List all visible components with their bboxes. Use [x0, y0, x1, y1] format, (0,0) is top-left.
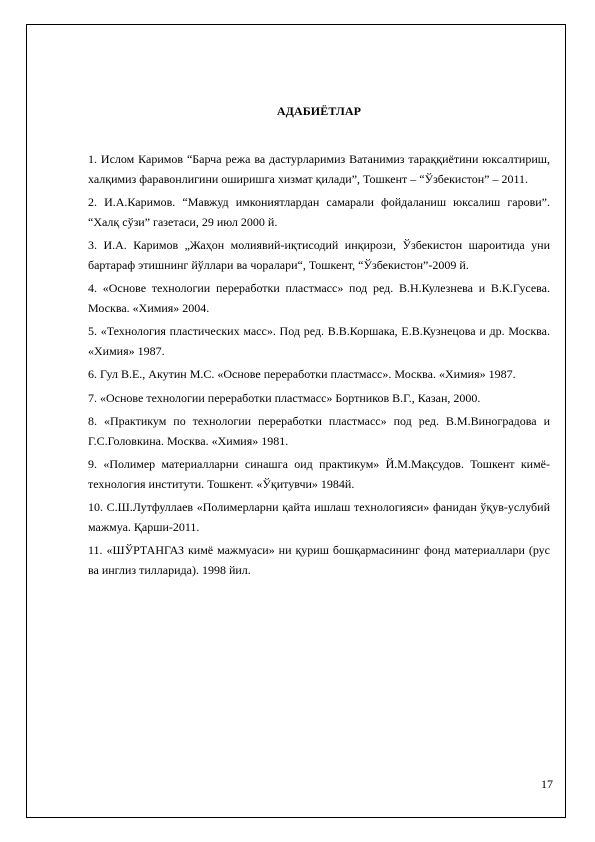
reference-item: 1. Ислом Каримов “Барча режа ва дастурларимиз Ватанимиз тараққиётини юксалтириш, халқимиз фаравонлигини оширишга хизмат қилади”, Тошкент – “Ўзбекистон” – 2011. — [88, 152, 550, 186]
reference-item: 4. «Основе технологии переработки пластмасс» под ред. В.Н.Кулезнева и В.К.Гусева. Москва. «Химия» 2004. — [88, 281, 550, 315]
reference-list — [88, 150, 550, 584]
reference-item: 10. С.Ш.Лутфуллаев «Полимерларни қайта ишлаш технологияси» фанидан ўқув-услубий мажмуа. Қарши-2011. — [88, 500, 550, 534]
reference-item: 6. Гул В.Е., Акутин М.С. «Основе переработки пластмасс». Москва. «Химия» 1987. — [88, 367, 516, 381]
reference-item: 11. «ШЎРТАНГАЗ кимё мажмуаси» ни қуриш бошқармасининг фонд материаллари (рус ва инглиз тилларида). 1998 йил. — [88, 543, 550, 577]
reference-item: 2. И.А.Каримов. “Мавжуд имкониятлардан самарали фойдаланиш юксалиш гарови”. “Халқ сўзи” газетаси, 29 июл 2000 й. — [88, 195, 550, 229]
page-title: АДАБИЁТЛАР — [276, 104, 362, 118]
reference-item: 8. «Практикум по технологии переработки пластмасс» под ред. В.М.Виноградова и Г.С.Головкина. Москва. «Химия» 1981. — [88, 414, 550, 448]
page-number: 17 — [541, 777, 553, 791]
reference-item: 3. И.А. Каримов „Жаҳон молиявий-иқтисодий инқирози, Ўзбекистон шароитида уни бартараф этишнинг йўллари ва чоралари“, Тошкент, “Ўзбекистон”-2009 й. — [88, 238, 550, 272]
reference-item: 5. «Технология пластических масс». Под ред. В.В.Коршака, Е.В.Кузнецова и др. Москва. «Химия» 1987. — [88, 324, 550, 358]
reference-item: 7. «Основе технологии переработки пластмасс» Бортников В.Г., Казан, 2000. — [88, 390, 481, 405]
reference-item: 9. «Полимер материалларни синашга оид практикум» Й.М.Мақсудов. Тошкент кимё-технология институти. Тошкент. «Ўқитувчи» 1984й. — [88, 457, 550, 491]
